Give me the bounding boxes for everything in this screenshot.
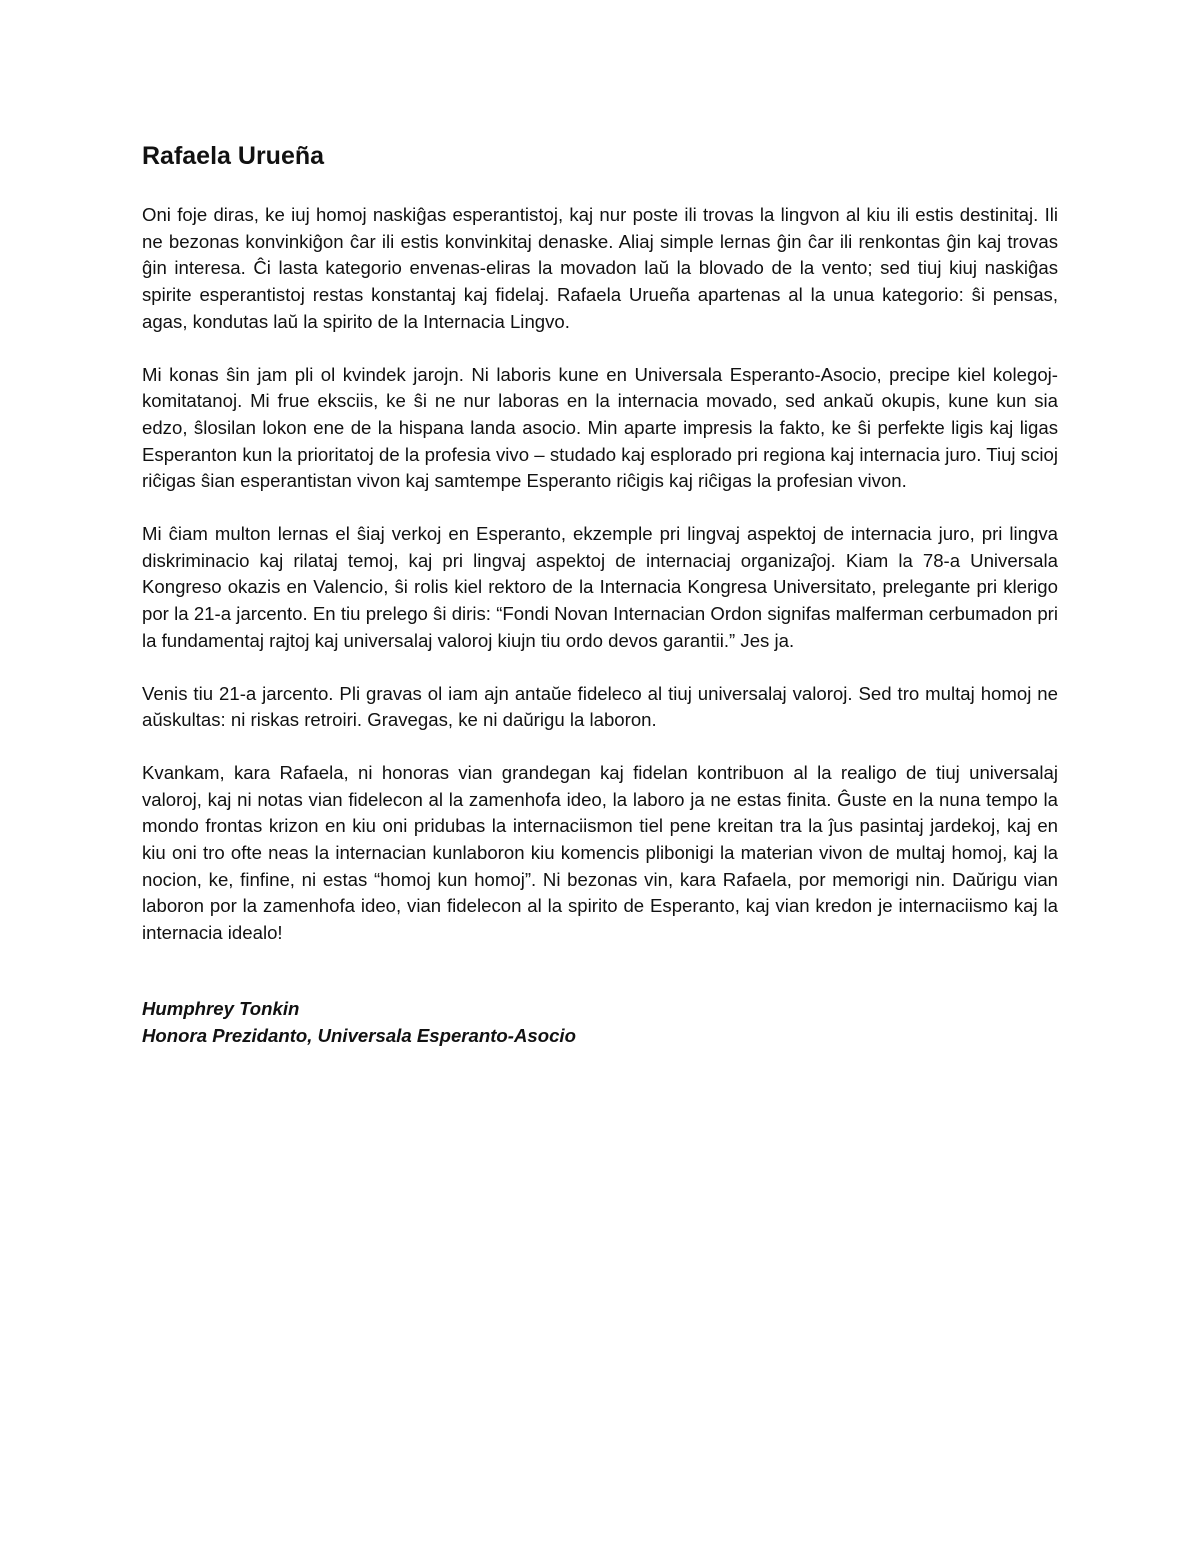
paragraph: Kvankam, kara Rafaela, ni honoras vian grandegan kaj fidelan kontribuon al la realigo de tiuj universalaj valoroj, kaj ni notas vian fidelecon al la zamenhofa ideo, la laboro ja ne estas finita. Ĝuste en la nuna tempo la mondo frontas krizon en kiu oni pridubas la internaciismon tiel pene kreitan tra la ĵus pasintaj jardekoj, kaj en kiu oni tro ofte neas la internacian kunlaboron kiu komencis plibonigi la materian vivon de multaj homoj, kaj la nocion, ke, finfine, ni estas “homoj kun homoj”. Ni bezonas vin, kara Rafaela, por memorigi nin. Daŭrigu vian laboron por la zamenhofa ideo, vian fidelecon al la spirito de Esperanto, kaj vian kredon je internaciismo kaj la internacia idealo! xyxy=(142,761,1058,944)
signature-role: Honora Prezidanto, Universala Esperanto-Asocio xyxy=(142,1024,576,1046)
document-page xyxy=(142,140,1058,1049)
document-title: Rafaela Urueña xyxy=(142,142,325,170)
signature-block xyxy=(142,995,1058,1049)
signature-name: Humphrey Tonkin xyxy=(142,997,300,1019)
paragraph: Mi ĉiam multon lernas el ŝiaj verkoj en Esperanto, ekzemple pri lingvaj aspektoj de internacia juro, pri lingva diskriminacio kaj rilataj temoj, kaj pri lingvaj aspektoj de internaciaj organizaĵoj. Kiam la 78-a Universala Kongreso okazis en Valencio, ŝi rolis kiel rektoro de la Internacia Kongresa Universitato, prelegante pri klerigo por la 21-a jarcento. En tiu prelego ŝi diris: “Fondi Novan Internacian Ordon signifas malferman cerbumadon pri la fundamentaj rajtoj kaj universalaj valoroj kiujn tiu ordo devos garantii.” Jes ja. xyxy=(142,523,1058,651)
paragraph: Mi konas ŝin jam pli ol kvindek jarojn. Ni laboris kune en Universala Esperanto-Asocio, precipe kiel kolegoj-komitatanoj. Mi frue eksciis, ke ŝi ne nur laboras en la internacia movado, sed ankaŭ okupis, kune kun sia edzo, ŝlosilan lokon ene de la hispana landa asocio. Min aparte impresis la fakto, ke ŝi perfekte ligis kaj ligas Esperanton kun la prioritatoj de la profesia vivo – studado kaj esplorado pri regiona kaj internacia juro. Tiuj scioj riĉigas ŝian esperantistan vivon kaj samtempe Esperanto riĉigis kaj riĉigas la profesian vivon. xyxy=(142,363,1058,492)
paragraph: Oni foje diras, ke iuj homoj naskiĝas esperantistoj, kaj nur poste ili trovas la lingvon al kiu ili estis destinitaj. Ili ne bezonas konvinkiĝon ĉar ili estis konvinkitaj denaske. Aliaj simple lernas ĝin ĉar ili renkontas ĝin kaj trovas ĝin interesa. Ĉi lasta kategorio envenas-eliras la movadon laŭ la blovado de la vento; sed tiuj kiuj naskiĝas spirite esperantistoj restas konstantaj kaj fidelaj. Rafaela Urueña apartenas al la unua kategorio: ŝi pensas, agas, kondutas laŭ la spirito de la Internacia Lingvo. xyxy=(142,204,1058,332)
paragraph: Venis tiu 21-a jarcento. Pli gravas ol iam ajn antaŭe fideleco al tiuj universalaj valoroj. Sed tro multaj homoj ne aŭskultas: ni riskas retroiri. Gravegas, ke ni daŭrigu la laboron. xyxy=(142,682,1058,731)
